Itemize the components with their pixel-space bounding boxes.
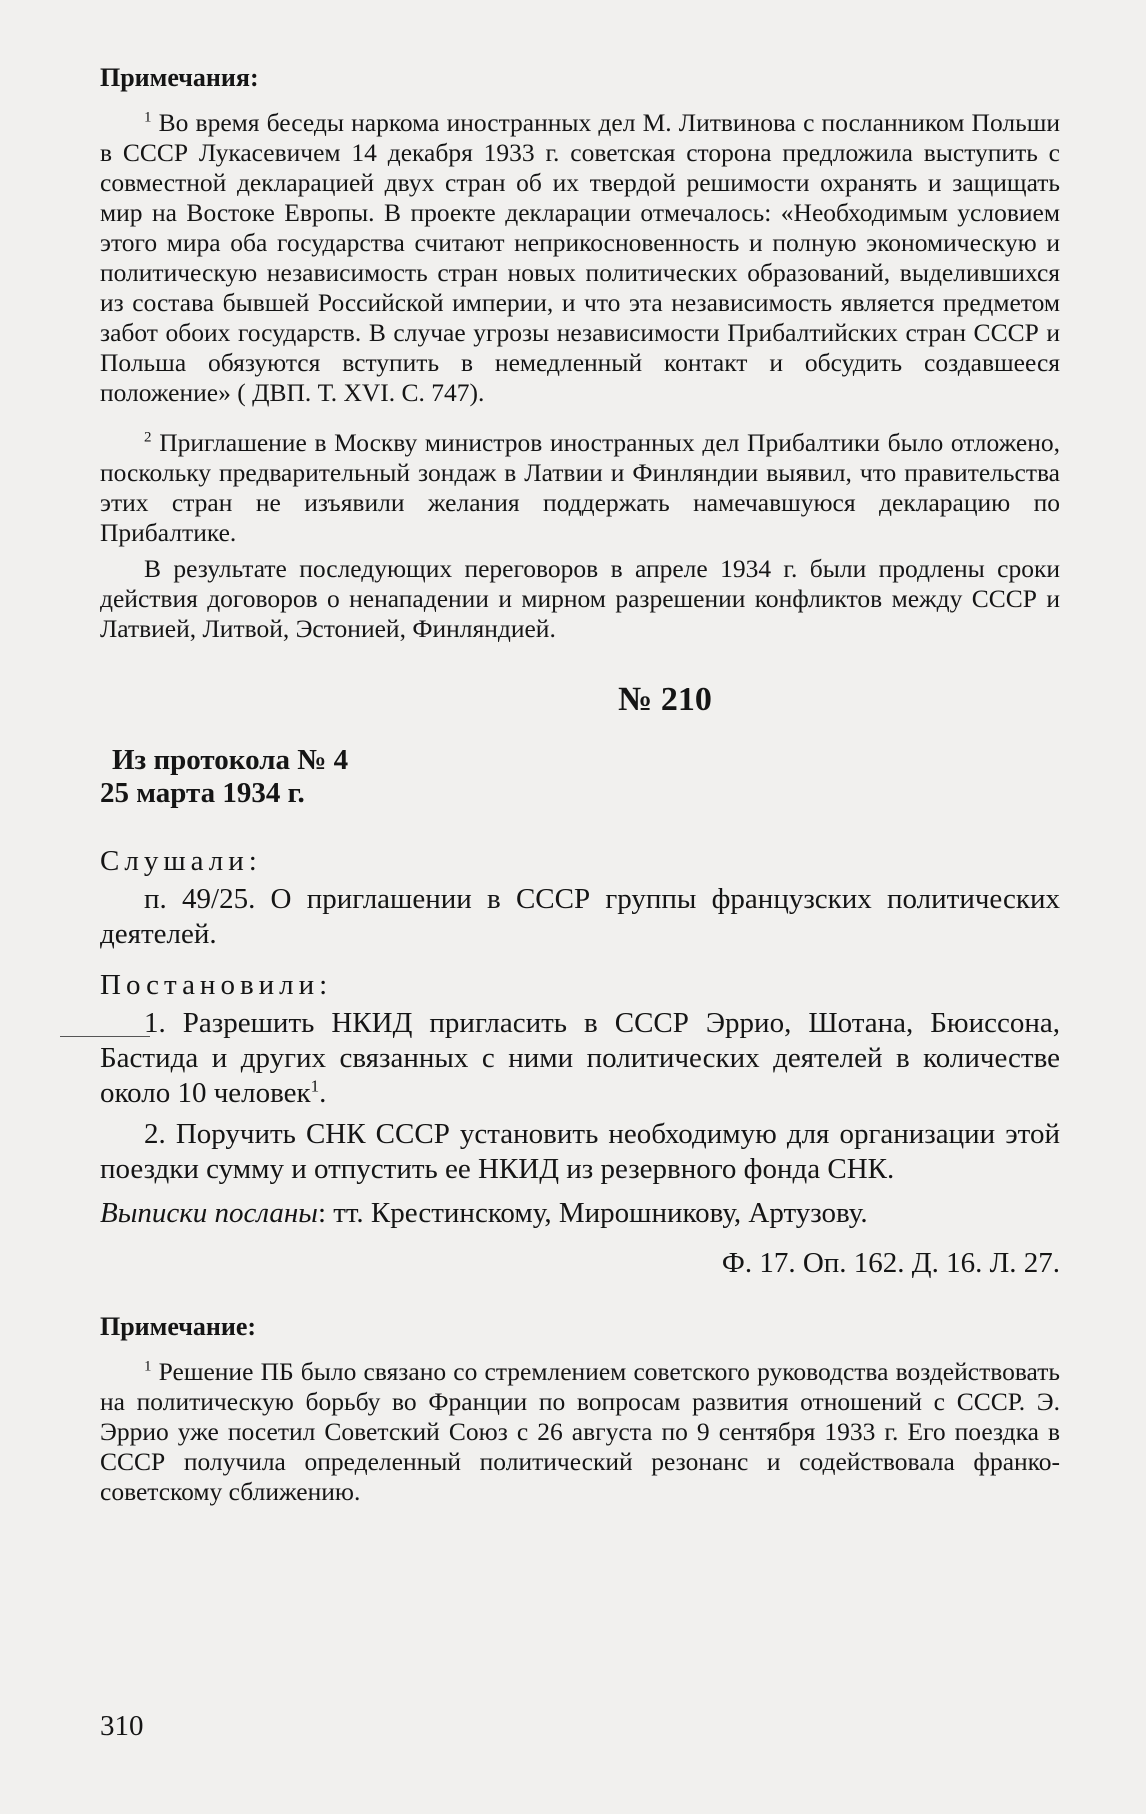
note-heading: Примечание: bbox=[100, 1312, 257, 1341]
extracts-sent-recipients: : тт. Крестинскому, Мирошникову, Артузову. bbox=[317, 1197, 868, 1229]
document-date: 25 марта 1934 г. bbox=[100, 777, 305, 809]
footnote-2-marker: 2 bbox=[144, 429, 152, 446]
resolution-item-1-footnote-marker: 1 bbox=[310, 1076, 320, 1096]
endnote-1-text: Решение ПБ было связано со стремлением советского руководства воздействовать на политическую борьбу во Франции по вопросам развития отношений с СССР. Э. Эррио уже посетил Советский Союз с 26 августа по 9 сентября 1933 г. Его поездка в СССР получила определенный политический резонанс и содействовала франко-советскому сближению. bbox=[100, 1357, 1060, 1506]
footnote-2-text: Приглашение в Москву министров иностранных дел Прибалтики было отложено, поскольку предварительный зондаж в Латвии и Финляндии выявил, что правительства этих стран не изъявили желания поддержать намечавшуюся декларацию по Прибалтике. bbox=[100, 428, 1061, 547]
heard-label: Слушали: bbox=[100, 845, 262, 877]
endnote-1-marker: 1 bbox=[144, 1358, 152, 1375]
resolution-item-2: 2. Поручить СНК СССР установить необходимую для организации этой поездки сумму и отпустить ее НКИД из резервного фонда СНК. bbox=[100, 1118, 1060, 1185]
extracts-sent bbox=[100, 1195, 1060, 1231]
resolution-item-1 bbox=[100, 1006, 1060, 1111]
resolved-label: Постановили: bbox=[100, 969, 333, 1001]
document-number: № 210 bbox=[618, 681, 712, 718]
resolution-item-1-text: 1. Разрешить НКИД пригласить в СССР Эррио, Шотана, Бюиссона, Бастида и других связанных с ними политических деятелей в количестве около 10 человек bbox=[100, 1007, 1060, 1109]
resolution-item-1-end: . bbox=[319, 1077, 327, 1109]
footnote-1-marker: 1 bbox=[144, 109, 152, 126]
document-title: Из протокола № 4 bbox=[112, 744, 349, 776]
footnote-2 bbox=[100, 428, 1060, 548]
heard-text: п. 49/25. О приглашении в СССР группы французских политических деятелей. bbox=[100, 883, 1060, 950]
notes-heading: Примечания: bbox=[100, 63, 259, 92]
archive-reference: Ф. 17. Оп. 162. Д. 16. Л. 27. bbox=[721, 1247, 1060, 1279]
footnote-1-text: Во время беседы наркома иностранных дел М. Литвинова с посланником Польши в СССР Лукасевичем 14 декабря 1933 г. советская сторона предложила выступить с совместной декларацией двух стран об их твердой решимости охранять и защищать мир на Востоке Европы. В проекте декларации отмечалось: «Необходимым условием этого мира оба государства считают неприкосновенность и полную экономическую и политическую независимость стран новых политических образований, выделившихся из состава бывшей Российской империи, и что эта независимость является предметом забот обоих государств. В случае угрозы независимости Прибалтийских стран СССР и Польша обязуются вступить в немедленный контакт и обсудить создавшееся положение» ( ДВП. Т. XVI. С. 747). bbox=[100, 108, 1060, 407]
endnote-1 bbox=[100, 1357, 1060, 1507]
footnote-1 bbox=[100, 108, 1060, 408]
page-content bbox=[100, 62, 1060, 1507]
footnote-2-continuation: В результате последующих переговоров в апреле 1934 г. были продлены сроки действия договоров о ненападении и мирном разрешении конфликтов между СССР и Латвией, Литвой, Эстонией, Финляндией. bbox=[100, 554, 1060, 643]
extracts-sent-label: Выписки посланы bbox=[100, 1197, 318, 1229]
page-number: 310 bbox=[100, 1710, 144, 1742]
